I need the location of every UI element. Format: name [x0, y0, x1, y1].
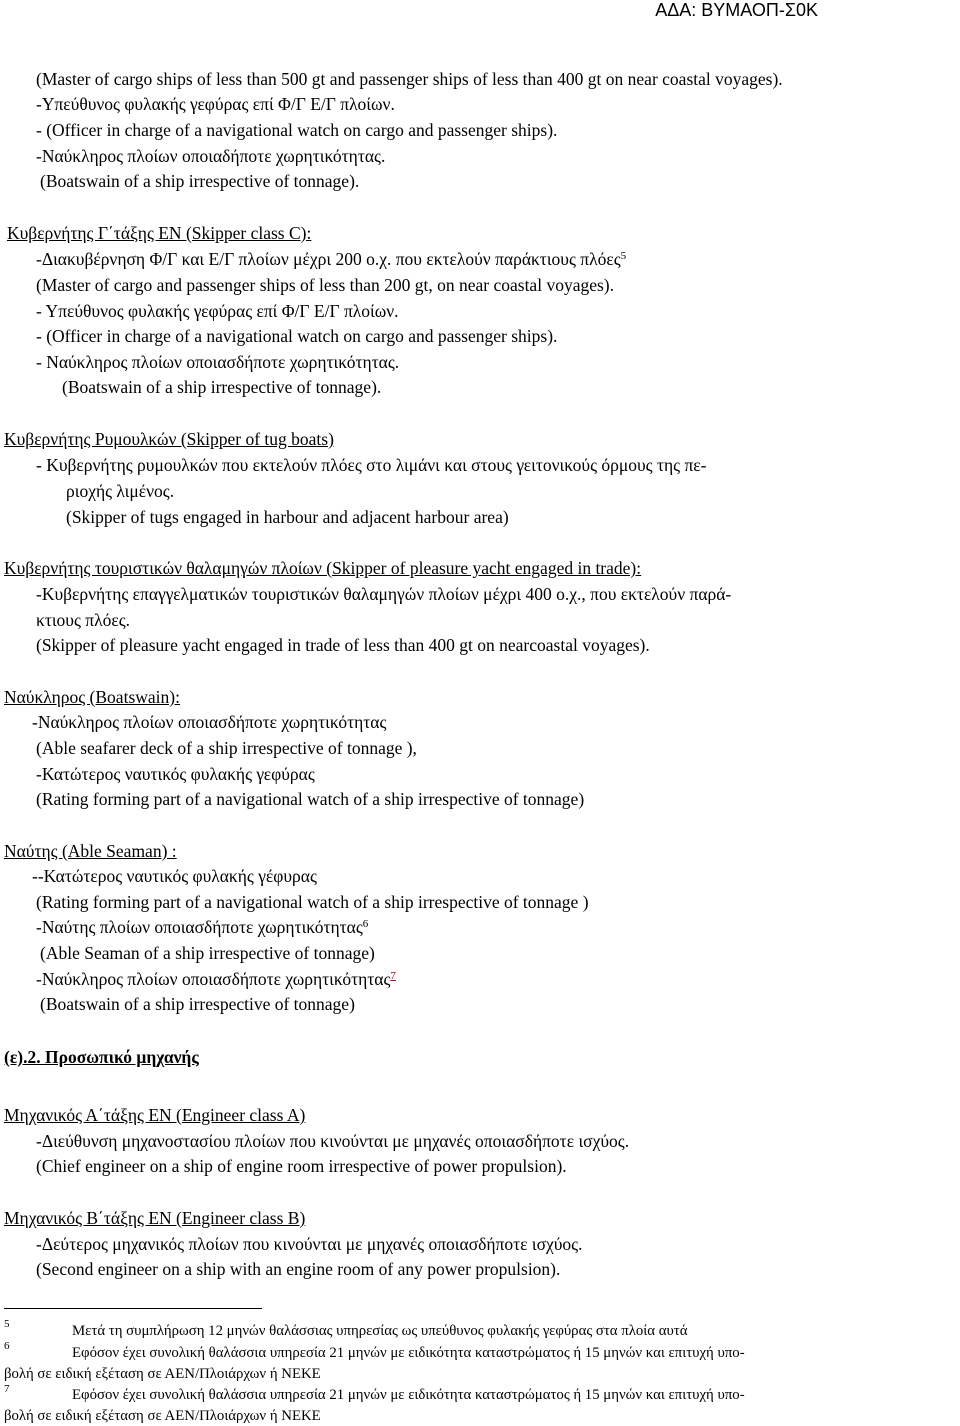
text-line-content: -Ναύκληρος πλοίων οποιασδήποτε χωρητικότητας: [36, 969, 391, 989]
footnote-6-text-cont: βολή σε ειδική εξέταση σε ΑΕΝ/Πλοιάρχων ή ΝΕΚΕ: [4, 1366, 321, 1382]
footnote-6-text: Εφόσον έχει συνολική θαλάσσια υπηρεσία 21 μηνών με ειδικότητα καταστρώματος ή 15 μηνών και επιτυχή υπο-: [72, 1345, 745, 1361]
text-line: -Κατώτερος ναυτικός φυλακής γεφύρας: [36, 764, 315, 784]
text-line: [36, 968, 396, 990]
text-line: --Κατώτερος ναυτικός φυλακής γέφυρας: [32, 866, 317, 886]
section-heading-able-seaman: Ναύτης (Able Seaman) :: [4, 841, 177, 861]
text-line: (Skipper of pleasure yacht engaged in trade of less than 400 gt on nearcoastal voyages).: [36, 635, 650, 655]
text-line: -Υπεύθυνος φυλακής γεφύρας επί Φ/Γ Ε/Γ πλοίων.: [36, 94, 395, 114]
footnote-5-text: Μετά τη συμπλήρωση 12 μηνών θαλάσσιας υπηρεσίας ως υπεύθυνος φυλακής γεφύρας στα πλοία αυτά: [72, 1323, 688, 1339]
text-line: (Boatswain of a ship irrespective of tonnage).: [40, 171, 360, 191]
text-line: (Boatswain of a ship irrespective of tonnage).: [62, 377, 382, 397]
text-line-content: -Ναύτης πλοίων οποιασδήποτε χωρητικότητας: [36, 917, 363, 937]
section-heading-tug-skipper: Κυβερνήτης Ρυμουλκών (Skipper of tug boats): [4, 429, 334, 449]
text-line: (Rating forming part of a navigational watch of a ship irrespective of tonnage ): [36, 892, 589, 912]
footnote-number-6: 6: [4, 1340, 10, 1352]
footnote-ref-6: 6: [362, 918, 369, 930]
text-line-content: -Διακυβέρνηση Φ/Γ και Ε/Γ πλοίων μέχρι 200 ο.χ. που εκτελούν παράκτιους πλόες: [36, 249, 621, 269]
text-line: (Master of cargo ships of less than 500 gt and passenger ships of less than 400 gt on near coastal voyages).: [36, 69, 783, 89]
text-line: (Able Seaman of a ship irrespective of tonnage): [40, 943, 375, 963]
text-line: -Κυβερνήτης επαγγελματικών τουριστικών θαλαμηγών πλοίων μέχρι 400 ο.χ., που εκτελούν παρά-: [36, 584, 732, 604]
text-line: [36, 916, 368, 938]
text-line: -Δεύτερος μηχανικός πλοίων που κινούνται με μηχανές οποιασδήποτε ισχύος.: [36, 1234, 583, 1254]
footnote-ref-7[interactable]: 7: [390, 970, 396, 982]
footnote-7-text-cont: βολή σε ειδική εξέταση σε ΑΕΝ/Πλοιάρχων ή ΝΕΚΕ: [4, 1408, 321, 1424]
footnote-separator: [4, 1308, 262, 1309]
text-line: - (Officer in charge of a navigational watch on cargo and passenger ships).: [36, 326, 558, 346]
section-heading-skipper-class-c: Κυβερνήτης Γ΄τάξης ΕΝ (Skipper class C):: [7, 223, 312, 243]
text-line: - Ναύκληρος πλοίων οποιασδήποτε χωρητικότητας.: [36, 352, 400, 372]
text-line: (Able seafarer deck of a ship irrespective of tonnage ),: [36, 738, 417, 758]
text-line: (Second engineer on a ship with an engine room of any power propulsion).: [36, 1259, 561, 1279]
document-code-header: ΑΔΑ: ΒΥΜΑΟΠ-Σ0Κ: [655, 0, 818, 20]
section-heading-boatswain: Ναύκληρος (Boatswain):: [4, 687, 180, 707]
text-line: (Skipper of tugs engaged in harbour and adjacent harbour area): [66, 507, 509, 527]
footnote-number-7: 7: [4, 1383, 10, 1395]
text-line: ριοχής λιμένος.: [66, 481, 175, 501]
section-heading-engineer-class-b: Μηχανικός Β΄τάξης ΕΝ (Engineer class B): [4, 1208, 306, 1228]
text-line: κτιους πλόες.: [36, 610, 131, 630]
footnote-ref-5: 5: [620, 250, 627, 262]
text-line: - Κυβερνήτης ρυμουλκών που εκτελούν πλόες στο λιμάνι και στους γειτονικούς όρμους της πε-: [36, 455, 707, 475]
section-heading-yacht-skipper: Κυβερνήτης τουριστικών θαλαμηγών πλοίων (Skipper of pleasure yacht engaged in trade):: [4, 558, 642, 578]
section-heading-engine-personnel: (ε).2. Προσωπικό μηχανής: [4, 1047, 199, 1067]
text-line: (Master of cargo and passenger ships of less than 200 gt, on near coastal voyages).: [36, 275, 614, 295]
text-line: -Ναύκληρος πλοίων οποιαδήποτε χωρητικότητας.: [36, 146, 386, 166]
text-line: -Ναύκληρος πλοίων οποιασδήποτε χωρητικότητας: [32, 712, 387, 732]
text-line: (Chief engineer on a ship of engine room irrespective of power propulsion).: [36, 1156, 567, 1176]
footnote-7-text: Εφόσον έχει συνολική θαλάσσια υπηρεσία 21 μηνών με ειδικότητα καταστρώματος ή 15 μηνών και επιτυχή υπο-: [72, 1387, 745, 1403]
text-line: (Boatswain of a ship irrespective of tonnage): [40, 994, 355, 1014]
text-line: - (Officer in charge of a navigational watch on cargo and passenger ships).: [36, 120, 558, 140]
section-heading-engineer-class-a: Μηχανικός Α΄τάξης ΕΝ (Engineer class A): [4, 1105, 306, 1125]
text-line: -Διεύθυνση μηχανοστασίου πλοίων που κινούνται με μηχανές οποιασδήποτε ισχύος.: [36, 1131, 630, 1151]
text-line: - Υπεύθυνος φυλακής γεφύρας επί Φ/Γ Ε/Γ πλοίων.: [36, 301, 399, 321]
text-line: [36, 248, 626, 270]
text-line: (Rating forming part of a navigational watch of a ship irrespective of tonnage): [36, 789, 585, 809]
footnote-number-5: 5: [4, 1318, 10, 1330]
